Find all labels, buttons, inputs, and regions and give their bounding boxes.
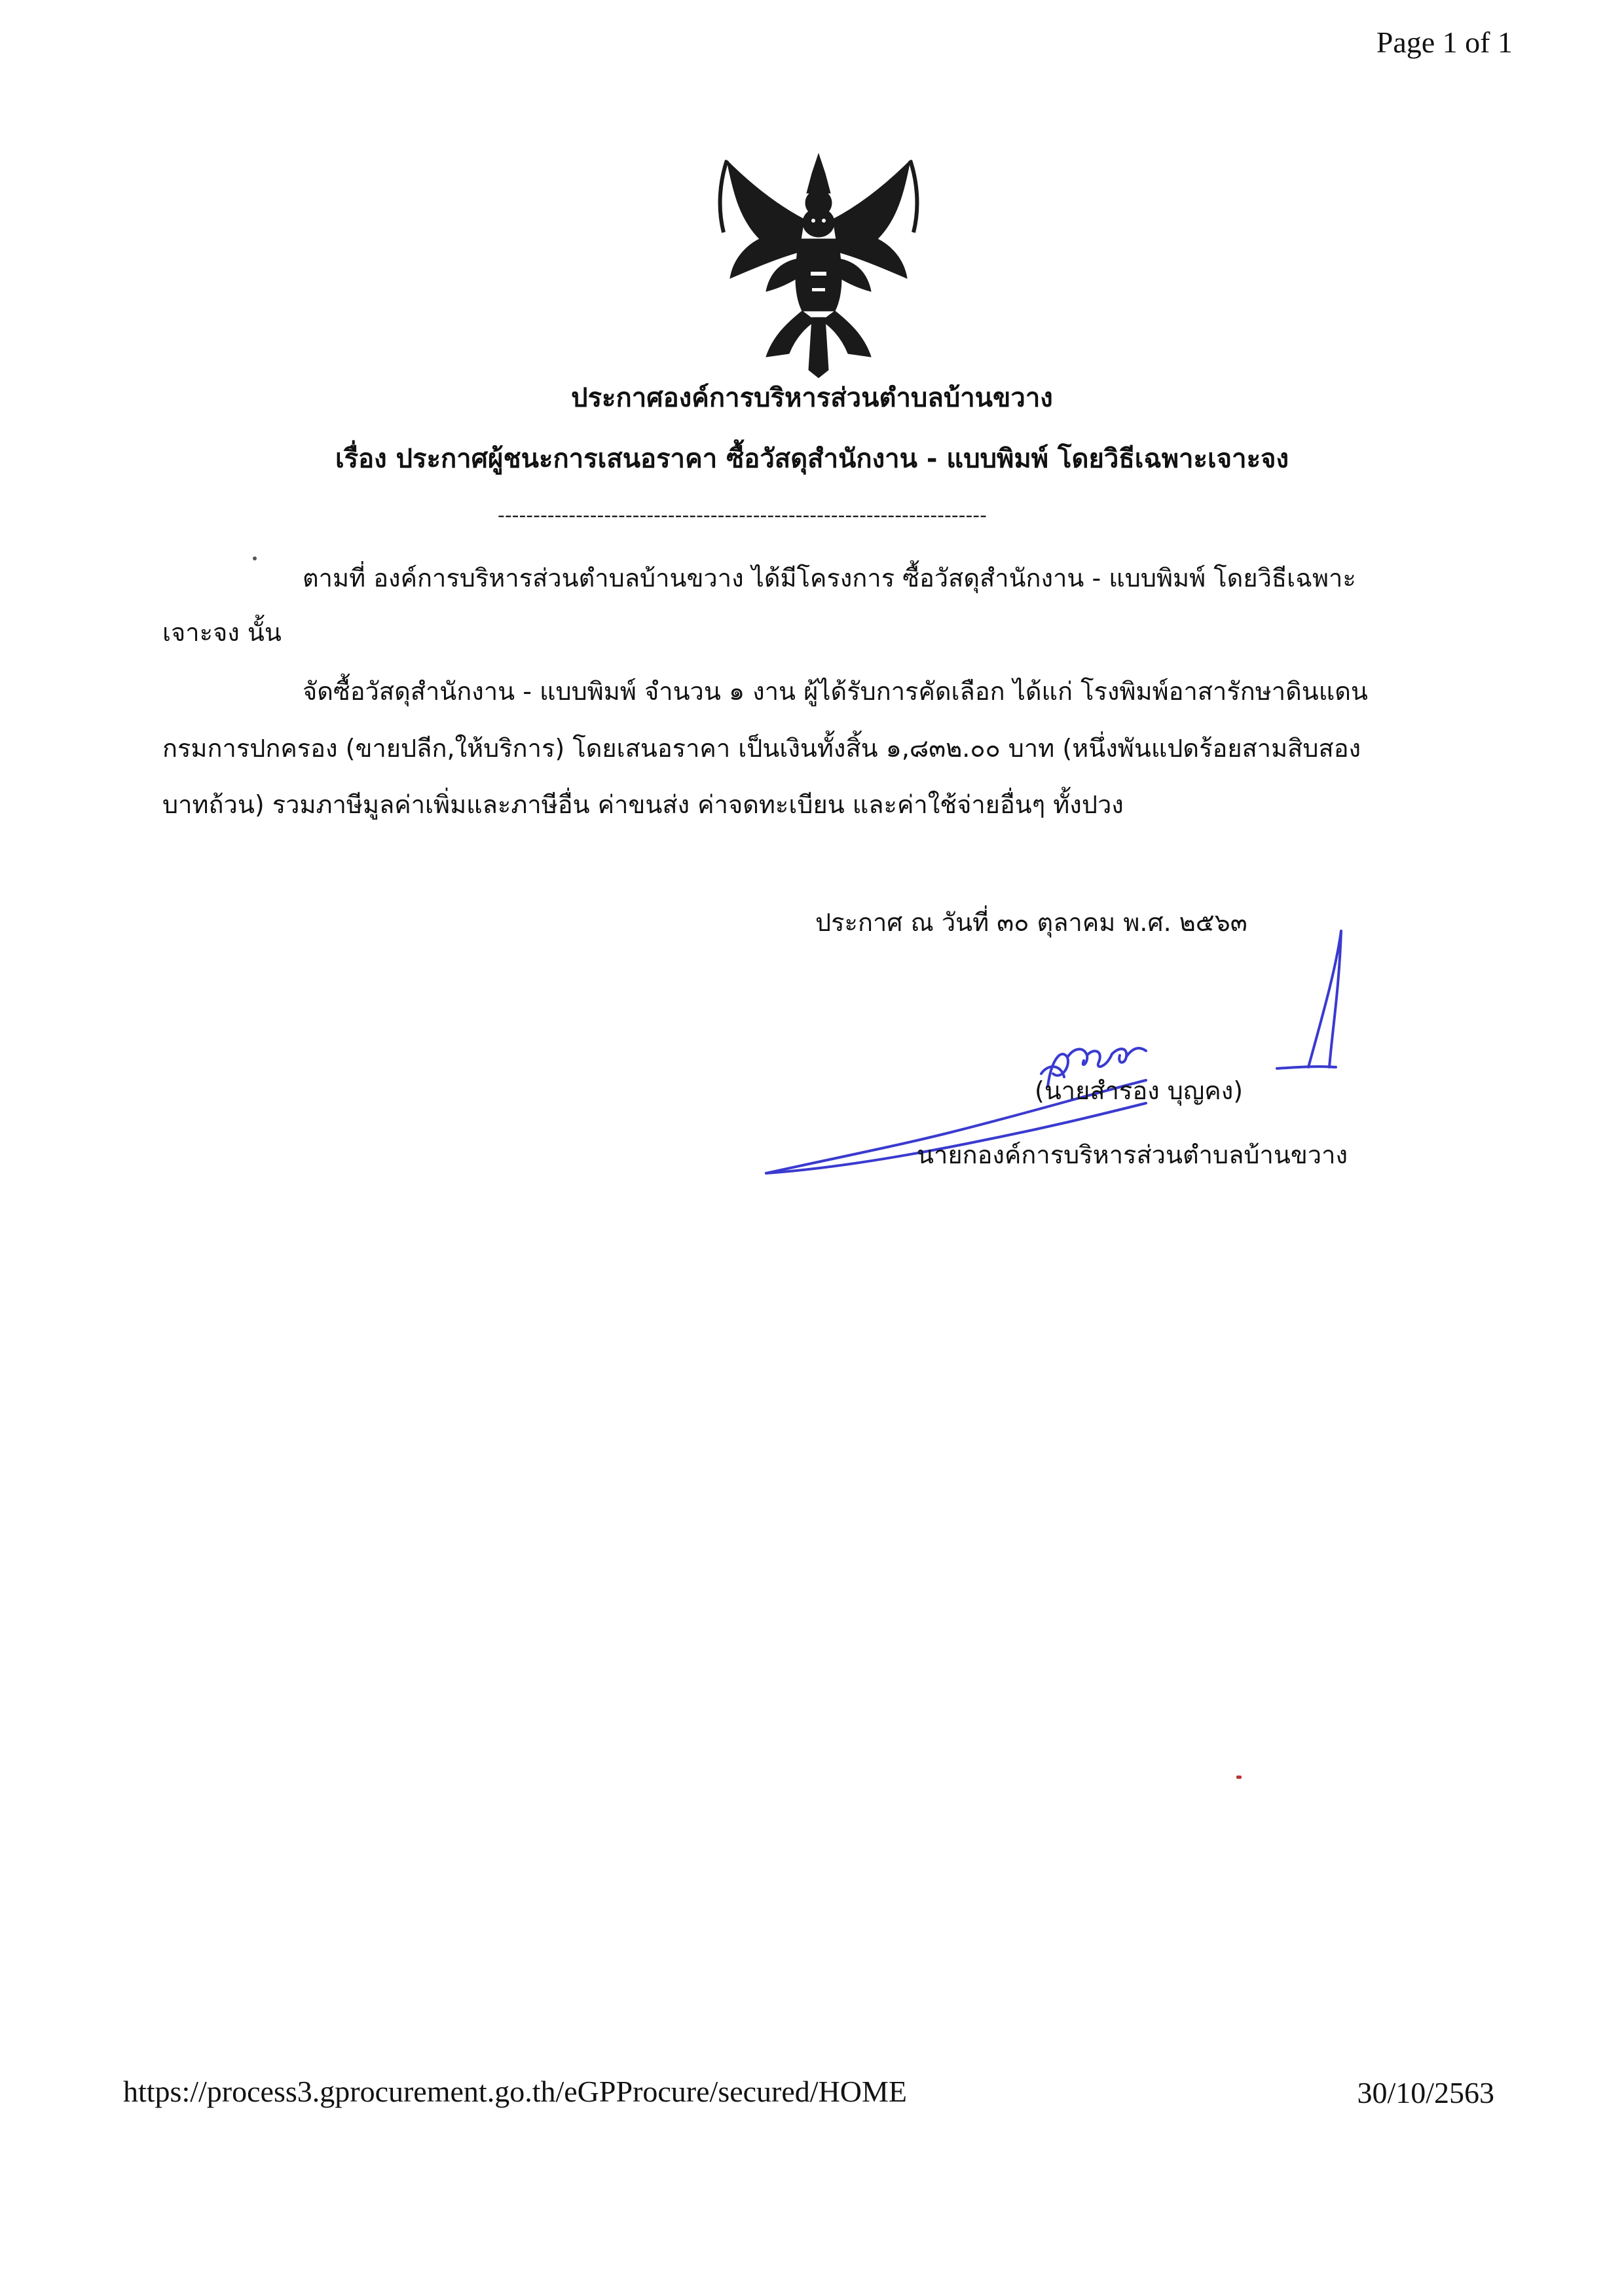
paragraph-1-line-1: ตามที่ องค์การบริหารส่วนตำบลบ้านขวาง ได้มีโครงการ ซื้อวัสดุสำนักงาน - แบบพิมพ์ โดยวิธีเฉพาะ: [303, 564, 1356, 592]
page-number: Page 1 of 1: [1376, 26, 1513, 59]
paragraph-2-line-3: บาทถ้วน) รวมภาษีมูลค่าเพิ่มและภาษีอื่น ค่าขนส่ง ค่าจดทะเบียน และค่าใช้จ่ายอื่นๆ ทั้งปวง: [162, 790, 1124, 819]
garuda-emblem-icon: [714, 147, 923, 380]
paragraph-2-line-2: กรมการปกครอง (ขายปลีก,ให้บริการ) โดยเสนอราคา เป็นเงินทั้งสิ้น ๑,๘๓๒.๐๐ บาท (หนึ่งพันแปดร้อยสามสิบสอง: [162, 734, 1361, 763]
signatory-name: (นายสำรอง บุญคง): [1035, 1076, 1244, 1105]
announcement-date: ประกาศ ณ วันที่ ๓๐ ตุลาคม พ.ศ. ๒๕๖๓: [815, 908, 1247, 937]
announcement-subject: เรื่อง ประกาศผู้ชนะการเสนอราคา ซื้อวัสดุสำนักงาน - แบบพิมพ์ โดยวิธีเฉพาะเจาะจง: [335, 444, 1289, 474]
paragraph-2-line-1: จัดซื้อวัสดุสำนักงาน - แบบพิมพ์ จำนวน ๑ งาน ผู้ได้รับการคัดเลือก ได้แก่ โรงพิมพ์อาสารักษาดินแดน: [303, 677, 1368, 706]
announcement-title: ประกาศองค์การบริหารส่วนตำบลบ้านขวาง: [571, 383, 1053, 413]
title-separator: ---------------------------------------------------------------------: [498, 504, 987, 527]
scan-speck: [1236, 1776, 1242, 1779]
signatory-position: นายกองค์การบริหารส่วนตำบลบ้านขวาง: [917, 1140, 1348, 1169]
scan-speck: [253, 556, 257, 560]
footer-print-date: 30/10/2563: [1357, 2076, 1494, 2109]
paragraph-1-line-2: เจาะจง นั้น: [162, 618, 282, 647]
footer-url-link[interactable]: https://process3.gprocurement.go.th/eGPProcure/secured/HOME: [123, 2075, 908, 2108]
